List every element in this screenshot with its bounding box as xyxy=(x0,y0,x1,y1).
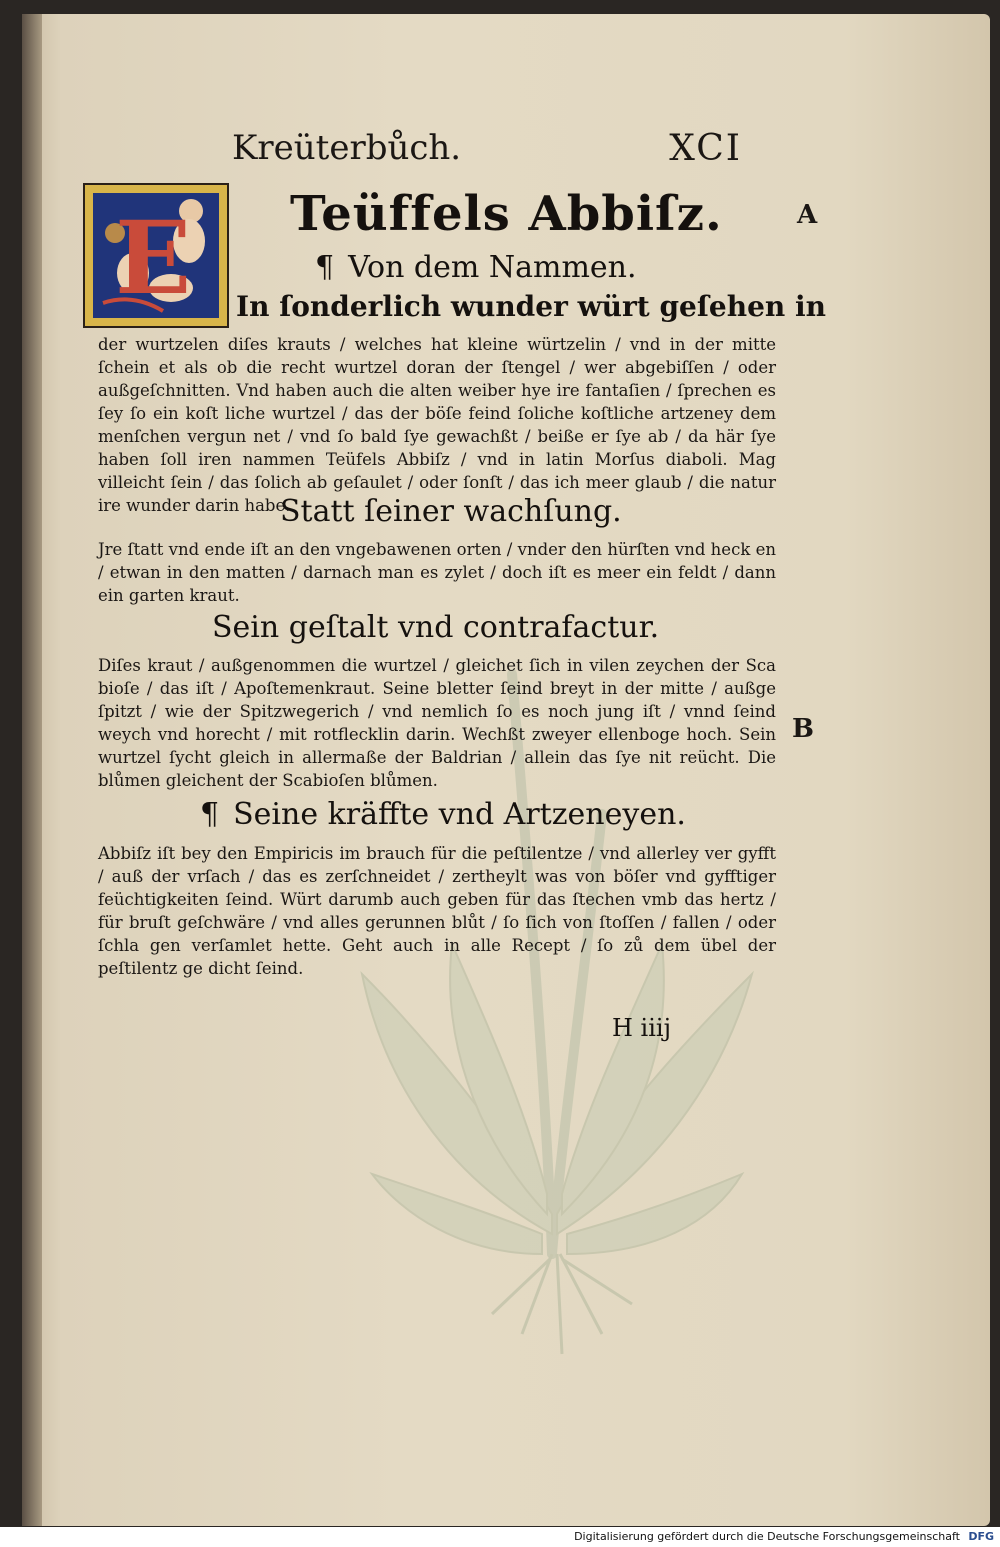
chapter-title: Teüffels Abbiſz. xyxy=(290,186,723,242)
section-heading-text: Von dem Nammen. xyxy=(348,250,637,285)
section-opening-line: In ſonderlich wunder würt geſehen in xyxy=(236,290,826,323)
section-heading-habitat: Statt ſeiner wachſung. xyxy=(280,494,622,529)
section-body-form: Diſes kraut / außgenommen die wurtzel / gleichet ſich in vilen zeychen der Sca bioſe / das iſt / Apoſtemenkraut. Seine bletter ſeind breyt in der mitte / außge ſpitzt / wie der Spitzwegerich / vnd nemlich ſo es noch jung iſt / vnnd ſeind weych vnd horecht / mit rotflecklin darin. Wechßt zweyer ellenboge hoch. Sein wurtzel ſycht gleich in allermaße der Baldrian / allein das ſye nit reücht. Die blůmen gleichent der Scabioſen blůmen. xyxy=(98,656,776,790)
margin-mark-b: B xyxy=(792,714,814,744)
section-heading-virtues xyxy=(200,797,686,832)
dfg-credit-text: Digitalisierung gefördert durch die Deutsche Forschungsgemeinschaft xyxy=(574,1530,960,1543)
dfg-logo: DFG xyxy=(968,1530,994,1543)
pilcrow-icon: ¶ xyxy=(315,250,335,285)
section-heading-form: Sein geſtalt vnd contrafactur. xyxy=(212,610,660,645)
margin-mark-a: A xyxy=(797,200,818,230)
running-title: Kreüterbůch. xyxy=(232,128,462,168)
section-body-habitat: Jre ſtatt vnd ende iſt an den vngebawenen orten / vnder den hürſten vnd heck en / etwan in den matten / darnach man es zylet / doch iſt es meer ein feldt / dann ein garten kraut. xyxy=(98,540,776,605)
page-gutter xyxy=(22,14,42,1526)
section-heading-text: Seine kräffte vnd Artzeneyen. xyxy=(233,797,686,832)
initial-illustration xyxy=(93,193,219,318)
page-header xyxy=(232,128,742,174)
section-body-virtues: Abbiſz iſt bey den Empiricis im brauch für die peſtilentze / vnd allerley ver gyfft / auß der vrſach / das es zerſchneidet / zertheylt was von böſer vnd gyfftiger feüchtigkeiten ſeind. Würt darumb auch geben für das ſtechen vmb das hertz / für bruſt geſchwäre / vnd alles gerunnen blůt / ſo ſich von ſtoſſen / fallen / oder ſchla gen verſamlet hette. Geht auch in alle Recept / ſo zů dem übel der peſtilentz ge dicht ſeind. xyxy=(98,844,776,978)
section-body-names: der wurtzelen diſes krauts / welches hat kleine würtzelin / vnd in der mitte ſchein et als ob die recht wurtzel doran der ſtengel / wer abgebiſſen / oder außgeſchnitten. Vnd haben auch die alten weiber hye ire fantaſien / ſprechen es ſey ſo ein koſt liche wurtzel / das der böſe feind ſoliche koſtliche artzeney dem menſchen vergun net / vnd ſo bald ſye gewachßt / beiße er ſye ab / da här ſye haben ſoll iren nammen Teüfels Abbiſz / vnd in latin Morſus diaboli. Mag villeicht ſein / das ſolich ab geſaulet / oder ſonſt / das ich meer glaub / die natur ire wunder darin habe. xyxy=(98,335,776,515)
signature-mark: H iiij xyxy=(612,1014,672,1042)
initial-letter: E xyxy=(115,199,192,317)
decorated-initial xyxy=(83,183,229,328)
digitization-credit-bar xyxy=(0,1527,1000,1547)
section-heading-names xyxy=(315,250,637,285)
folio-number: XCI xyxy=(669,128,742,169)
pilcrow-icon: ¶ xyxy=(200,797,220,832)
